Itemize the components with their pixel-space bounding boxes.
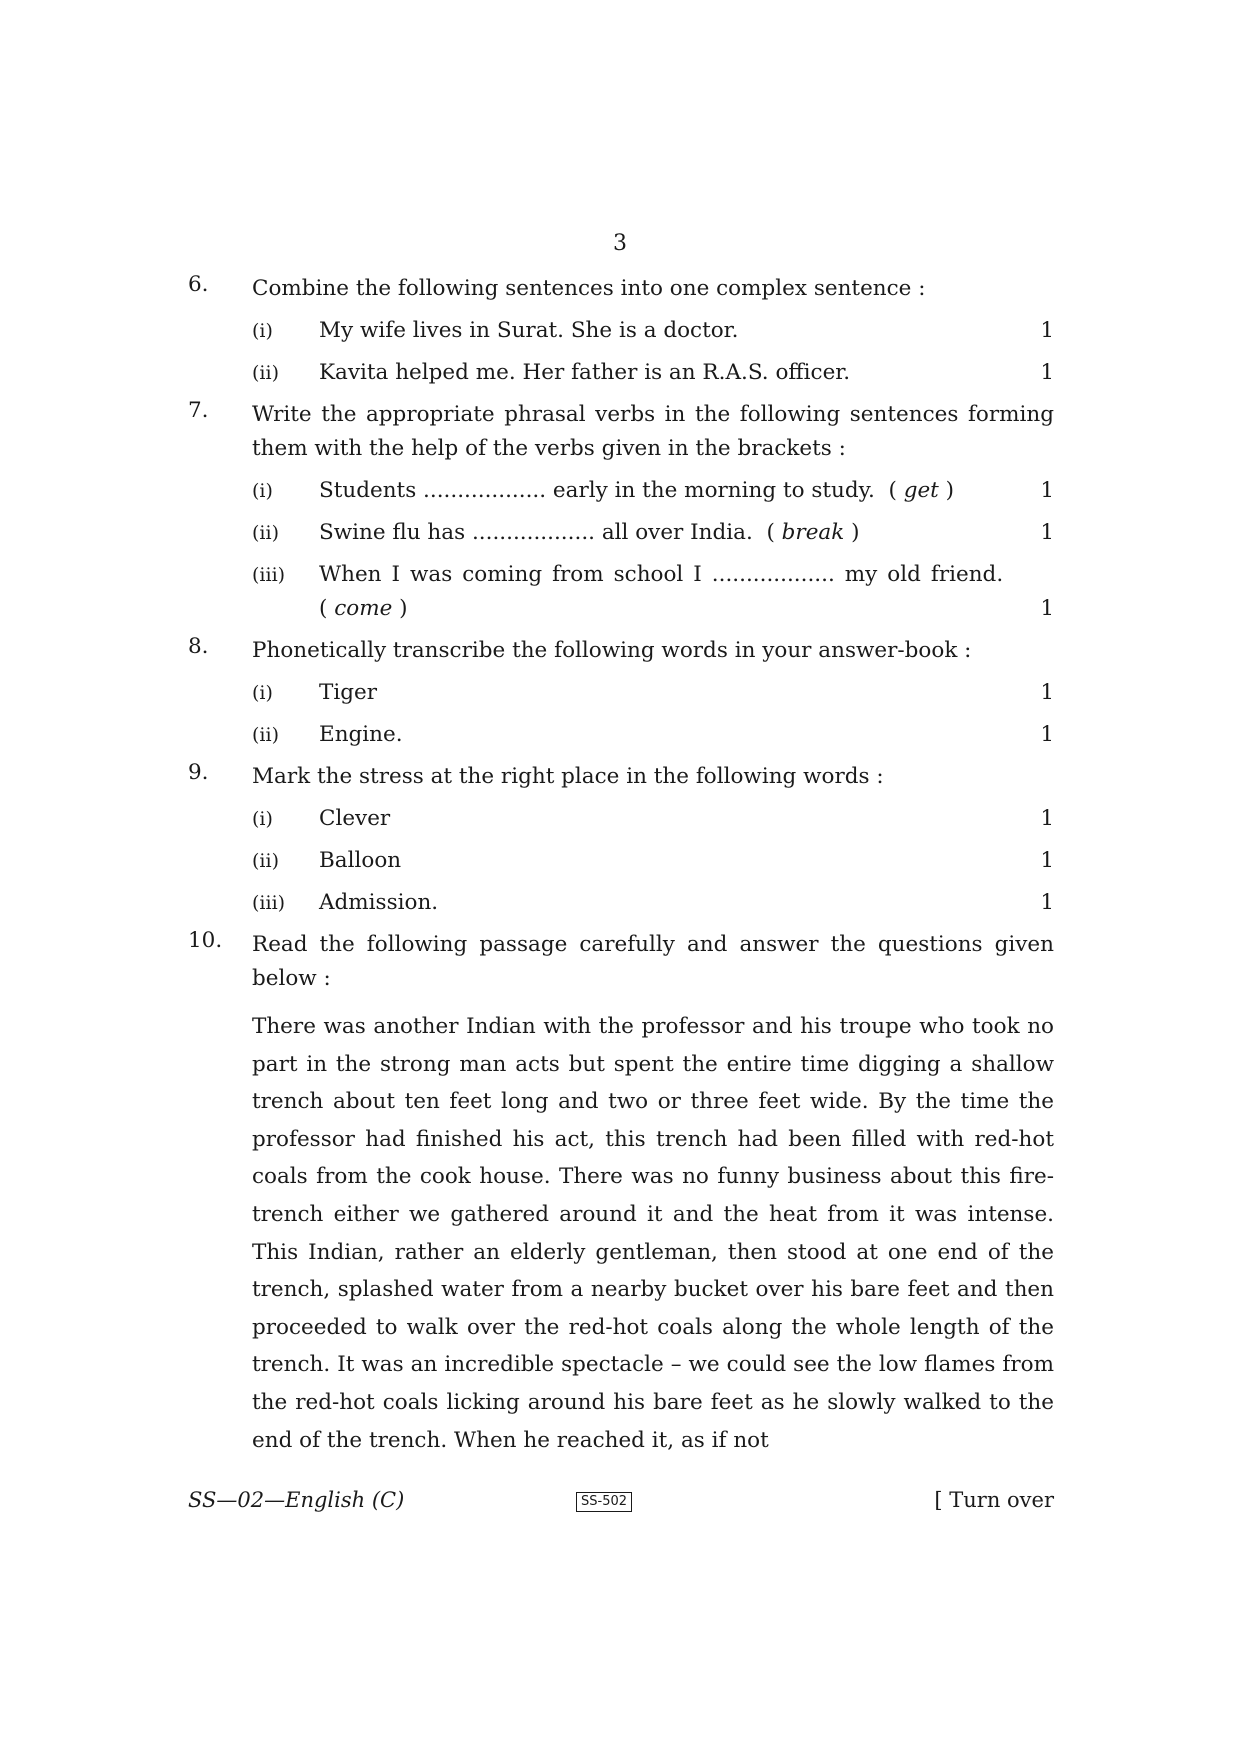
question-number: 6. xyxy=(188,272,209,297)
verb-hint: come xyxy=(334,596,393,621)
sub-question-label: (ii) xyxy=(252,362,279,384)
question-text: Phonetically transcribe the following words in your answer-book : xyxy=(252,638,972,663)
sub-question: (ii) Swine flu has .................. all over India. ( break ) 1 xyxy=(252,516,1054,550)
marks: 1 xyxy=(1040,680,1054,705)
sub-question-label: (ii) xyxy=(252,850,279,872)
turn-over-note: [ Turn over xyxy=(934,1488,1054,1512)
sub-question-text: Admission. xyxy=(319,890,439,915)
sub-question: (iii) When I was coming from school I .................. my old friend. ( come ) 1 xyxy=(252,558,1054,626)
question-number: 7. xyxy=(188,398,209,423)
marks: 1 xyxy=(1040,520,1054,545)
sub-question-label: (iii) xyxy=(252,892,286,914)
sub-question: (i) Students .................. early in the morning to study. ( get ) 1 xyxy=(252,474,1054,508)
question-number: 9. xyxy=(188,760,209,785)
reading-passage: There was another Indian with the professor and his troupe who took no part in the strong man acts but spent the entire time digging a shallow trench about ten feet long and two or three feet wide. By the time the professor had finished his act, this trench had been filled with red-hot coals from the cook house. There was no funny business about this fire-trench either we gathered around it and the heat from it was intense. This Indian, rather an elderly gentleman, then stood at one end of the trench, splashed water from a nearby bucket over his bare feet and then proceeded to walk over the red-hot coals along the whole length of the trench. It was an incredible spectacle – we could see the low flames from the red-hot coals licking around his bare feet as he slowly walked to the end of the trench. When he reached it, as if not xyxy=(252,1014,1054,1453)
question-text: Combine the following sentences into one complex sentence : xyxy=(252,276,926,301)
sub-question-label: (i) xyxy=(252,808,273,830)
sub-question-label: (ii) xyxy=(252,724,279,746)
sub-question xyxy=(252,356,1054,390)
sub-question xyxy=(252,718,1054,752)
paper-code: SS—02—English (C) xyxy=(188,1488,405,1512)
sub-question xyxy=(252,844,1054,878)
sub-question-text: Students .................. early in the morning to study. xyxy=(319,478,875,503)
sub-question-text: Clever xyxy=(319,806,391,831)
question-list xyxy=(188,272,1054,1467)
question-text: Read the following passage carefully and answer the questions given below : xyxy=(252,932,1054,991)
sub-question xyxy=(252,314,1054,348)
sub-question xyxy=(252,886,1054,920)
sub-question-text: Kavita helped me. Her father is an R.A.S. officer. xyxy=(319,360,851,385)
marks: 1 xyxy=(1040,478,1054,503)
question-7 xyxy=(188,398,1054,626)
sub-question-label: (i) xyxy=(252,480,273,502)
question-number: 8. xyxy=(188,634,209,659)
sub-question-label: (ii) xyxy=(252,522,279,544)
verb-hint: break xyxy=(781,520,845,545)
sub-question-text: Swine flu has .................. all over India. xyxy=(319,520,753,545)
question-10 xyxy=(188,928,1054,1459)
verb-hint: get xyxy=(903,478,939,503)
sub-question-text: When I was coming from school I .................. my old friend. xyxy=(319,562,1004,587)
page-footer xyxy=(188,1488,1054,1518)
marks: 1 xyxy=(1040,848,1054,873)
marks: 1 xyxy=(1040,596,1054,621)
question-number: 10. xyxy=(188,928,223,953)
question-6 xyxy=(188,272,1054,390)
question-text: Write the appropriate phrasal verbs in the following sentences forming them with the help of the verbs given in the brackets : xyxy=(252,402,1054,461)
sub-question xyxy=(252,802,1054,836)
question-text: Mark the stress at the right place in the following words : xyxy=(252,764,884,789)
marks: 1 xyxy=(1040,722,1054,747)
sub-question-label: (i) xyxy=(252,320,273,342)
sub-question-text: Engine. xyxy=(319,722,403,747)
sub-question-label: (iii) xyxy=(252,564,286,586)
marks: 1 xyxy=(1040,360,1054,385)
sub-question-text: Tiger xyxy=(319,680,377,705)
sub-question-text: My wife lives in Surat. She is a doctor. xyxy=(319,318,739,343)
marks: 1 xyxy=(1040,318,1054,343)
sub-question-text: Balloon xyxy=(319,848,402,873)
sub-question-label: (i) xyxy=(252,682,273,704)
question-9 xyxy=(188,760,1054,920)
marks: 1 xyxy=(1040,890,1054,915)
question-8 xyxy=(188,634,1054,752)
marks: 1 xyxy=(1040,806,1054,831)
sub-question xyxy=(252,676,1054,710)
page-number: 3 xyxy=(613,231,627,256)
paper-code-box: SS-502 xyxy=(576,1492,632,1512)
